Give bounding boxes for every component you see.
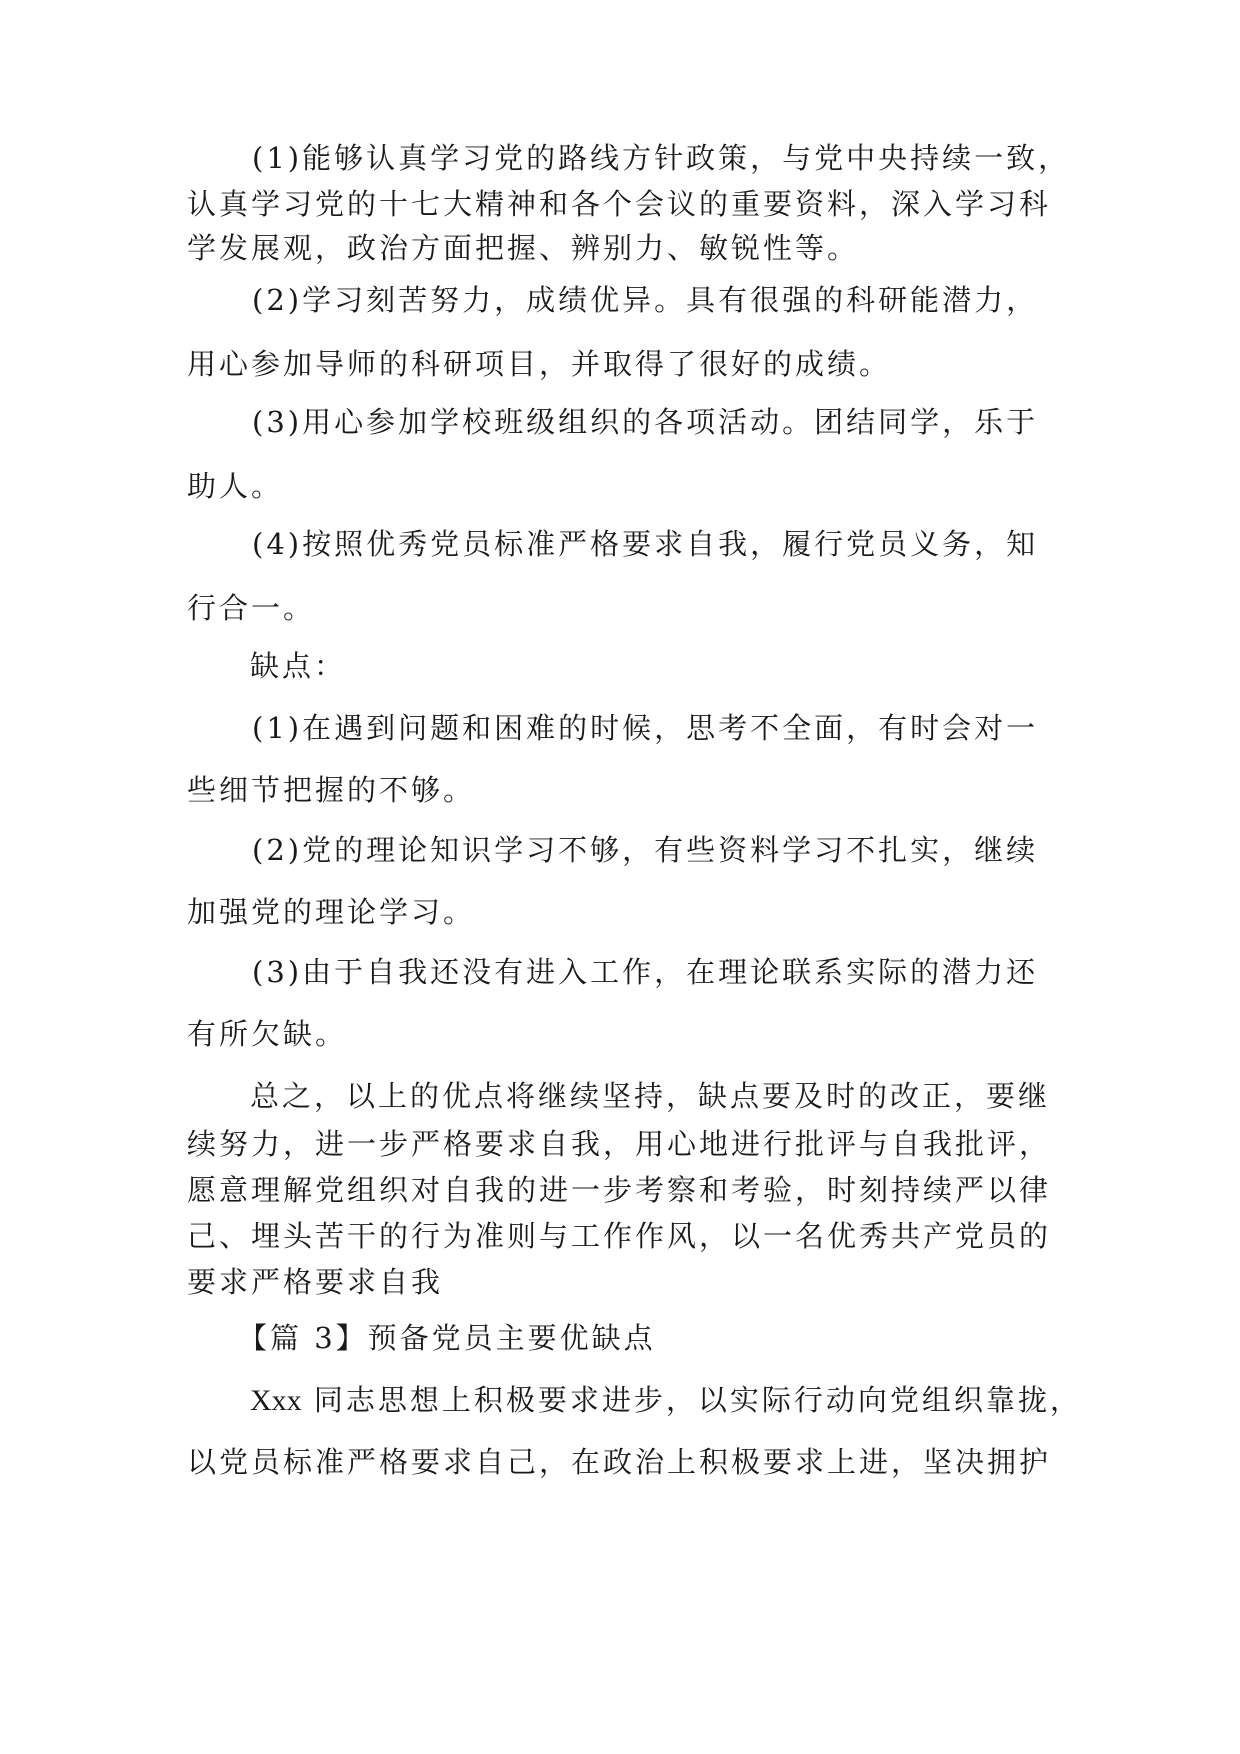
paragraph-line: 总之，以上的优点将继续坚持，缺点要及时的改正，要继: [250, 1079, 1051, 1113]
paragraph-line: 用心参加导师的科研项目，并取得了很好的成绩。: [187, 347, 892, 381]
paragraph-line: 要求严格要求自我: [187, 1265, 444, 1299]
paragraph-line: 以党员标准严格要求自己，在政治上积极要求上进，坚决拥护: [187, 1445, 1052, 1479]
subject-name: Xxx: [250, 1384, 302, 1417]
paragraph-line: 行合一。: [187, 591, 316, 625]
paragraph-line: 学发展观，政治方面把握、辨别力、敏锐性等。: [187, 231, 860, 265]
paragraph-line: 续努力，进一步严格要求自我，用心地进行批评与自我批评，: [187, 1127, 1052, 1161]
paragraph-line: 些细节把握的不够。: [187, 773, 476, 807]
paragraph-text: 同志思想上积极要求进步，以实际行动向党组织靠拢，: [301, 1383, 1082, 1417]
paragraph-line: (2)学习刻苦努力，成绩优异。具有很强的科研能潜力，: [252, 283, 1039, 317]
paragraph-line: 愿意理解党组织对自我的进一步考察和考验，时刻持续严以律: [187, 1173, 1052, 1207]
paragraph-line: 加强党的理论学习。: [187, 895, 476, 929]
section-heading: 【篇 3】预备党员主要优缺点: [238, 1321, 656, 1355]
paragraph-line: 己、埋头苦干的行为准则与工作作风，以一名优秀共产党员的: [187, 1219, 1052, 1253]
paragraph-line: (3)用心参加学校班级组织的各项活动。团结同学，乐于: [252, 405, 1039, 439]
paragraph-line: (1)在遇到问题和困难的时候，思考不全面，有时会对一: [252, 711, 1039, 745]
weakness-label: 缺点：: [250, 649, 347, 683]
paragraph-line: (4)按照优秀党员标准严格要求自我，履行党员义务，知: [252, 527, 1039, 561]
paragraph-line: (1)能够认真学习党的路线方针政策，与党中央持续一致，: [252, 141, 1071, 175]
paragraph-line: 认真学习党的十七大精神和各个会议的重要资料，深入学习科: [187, 187, 1052, 221]
paragraph-line: [250, 1380, 1130, 1421]
paragraph-line: (3)由于自我还没有进入工作，在理论联系实际的潜力还: [252, 955, 1039, 989]
paragraph-line: 助人。: [187, 469, 284, 503]
paragraph-line: (2)党的理论知识学习不够，有些资料学习不扎实，继续: [252, 833, 1039, 867]
paragraph-line: 有所欠缺。: [187, 1017, 348, 1051]
